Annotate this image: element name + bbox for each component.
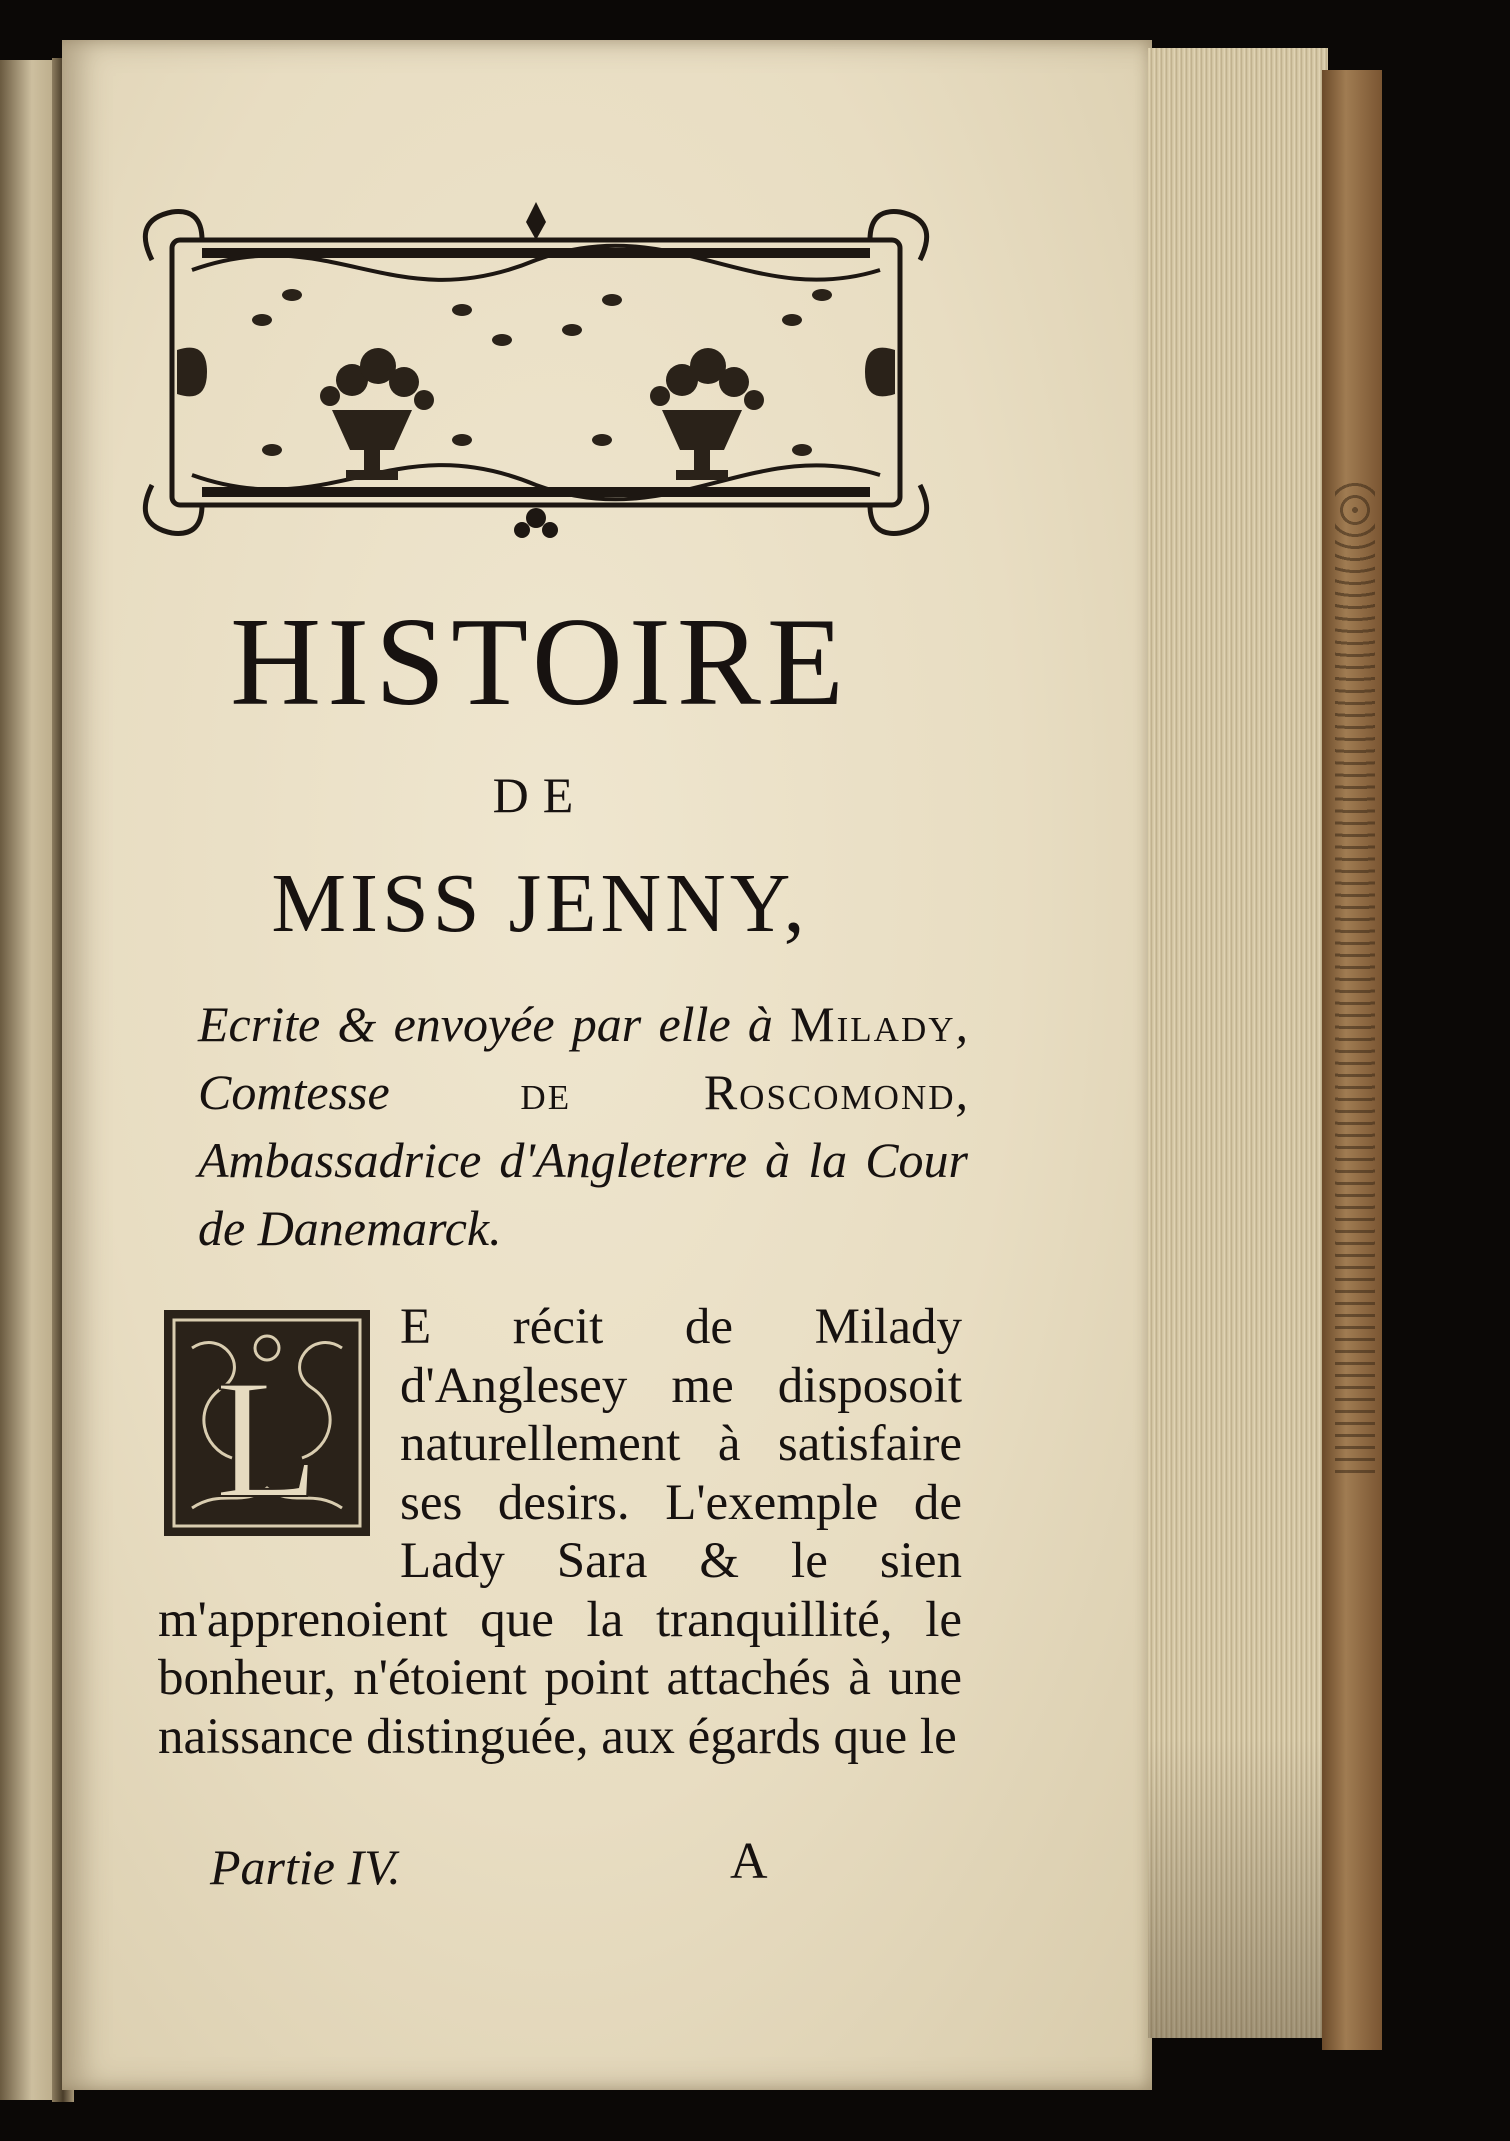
subtitle — [198, 990, 968, 1262]
page-edges-shadow — [1148, 48, 1328, 2038]
dropcap-letter: L — [215, 1345, 319, 1533]
title-name: MISS JENNY, — [271, 857, 809, 950]
subtitle-part5: , Ambassadrice d'Angleterre à la Cour de Danemarck. — [198, 1064, 968, 1256]
body-text: E récit de Milady d'Anglesey me disposoit naturellement à satisfaire ses desirs. L'exemple de Lady Sara & le sien m'apprenoient que la tranquillité, le bonheur, n'étoient point attachés à une naissance distinguée, aux égards que le — [158, 1299, 962, 1765]
subtitle-part3: , Comtesse — [198, 996, 968, 1120]
page-title: HISTOIRE — [230, 593, 850, 732]
body-paragraph — [158, 1298, 962, 1766]
signature-letter: A — [730, 1833, 768, 1890]
subtitle-roscomond: de Roscomond — [520, 1064, 956, 1120]
signature-mark: Partie IV. — [210, 1839, 401, 1895]
headpiece-ornament — [132, 200, 940, 545]
subtitle-part1: Ecrite & envoyée par elle à — [198, 996, 791, 1052]
title-de: DE — [492, 767, 588, 823]
subtitle-milady: Milady — [790, 996, 956, 1052]
left-page-edge — [0, 60, 58, 2100]
dropcap-spacer — [158, 1298, 400, 1590]
cover-texture — [1335, 480, 1375, 1480]
